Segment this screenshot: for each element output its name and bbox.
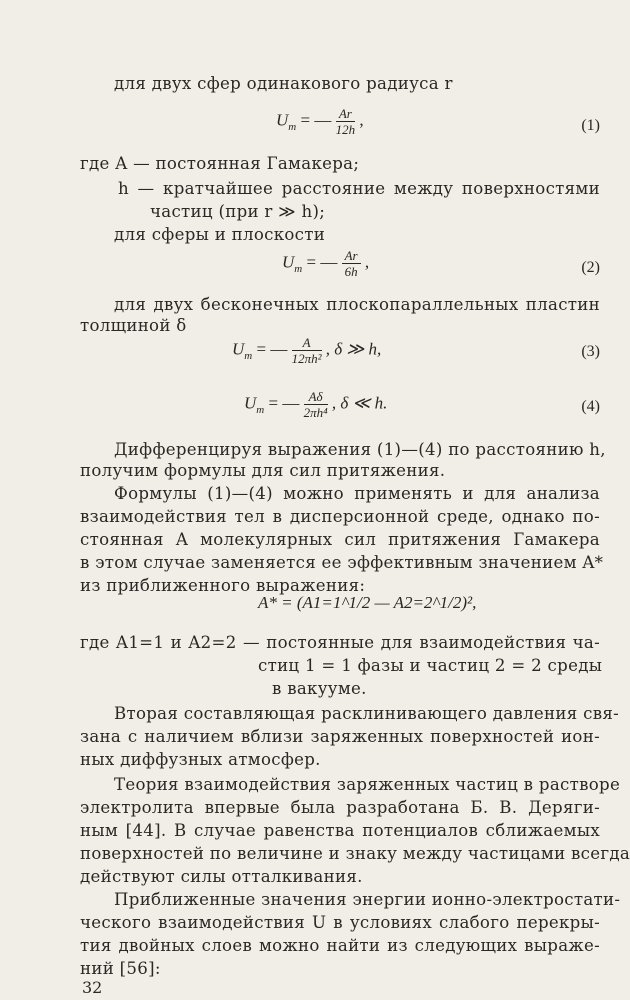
- text-line: для сферы и плоскости: [114, 225, 326, 244]
- denominator: 12πh²: [291, 351, 322, 366]
- formula-tail: , δ ≫ h,: [325, 339, 382, 359]
- text-line: поверхностей по величине и знаку между частицами всегда: [80, 844, 630, 863]
- text-line: h — кратчайшее расстояние между поверхностями: [118, 179, 600, 198]
- equation-number: (2): [581, 259, 600, 276]
- text-line: стоянная A молекулярных сил притяжения Гамакера: [80, 530, 600, 549]
- text-line: в этом случае заменяется ее эффективным значением A*: [80, 553, 604, 572]
- formula-4: $U_m$ = — $\frac{A\delta}{\text{2πh⁴}}$ , δ ≪ h.: [244, 389, 388, 420]
- text-line: ний [56]:: [80, 959, 161, 978]
- numerator: Ar: [336, 106, 356, 122]
- formula-tail: ,: [359, 110, 364, 130]
- text-line: толщиной δ: [80, 316, 187, 335]
- text-line: где A — постоянная Гамакера;: [80, 154, 360, 173]
- equation-number: (1): [581, 117, 600, 134]
- denominator: 12h: [335, 122, 356, 137]
- text-line: тия двойных слоев можно найти из следующих выраже-: [80, 936, 600, 955]
- denominator: 6h: [344, 264, 358, 279]
- text-line: ным [44]. В случае равенства потенциалов сближаемых: [80, 821, 600, 840]
- text-line: электролита впервые была разработана Б. В. Деряги-: [80, 798, 600, 817]
- text-line: Вторая составляющая расклинивающего давления свя-: [114, 704, 620, 723]
- fraction: [292, 335, 322, 366]
- text-line: взаимодействия тел в дисперсионной среде, однако по-: [80, 507, 600, 526]
- formula-2: $U_m$ = — $\frac{Ar}{6h}$ ,: [282, 248, 370, 279]
- text-line: зана с наличием вблизи заряженных поверхностей ион-: [80, 727, 600, 746]
- text-line: где A1=1 и A2=2 — постоянные для взаимодействия ча-: [80, 633, 600, 652]
- fraction: [342, 248, 361, 279]
- numerator: A: [292, 335, 322, 351]
- text-line: ных диффузных атмосфер.: [80, 750, 321, 769]
- formula-tail: , δ ≪ h.: [331, 393, 388, 413]
- numerator: Ar: [342, 248, 361, 264]
- text-line: действуют силы отталкивания.: [80, 867, 363, 886]
- text-line: для двух бесконечных плоскопараллельных пластин: [114, 295, 600, 314]
- text-line: для двух сфер одинакового радиуса r: [114, 74, 453, 93]
- equation-number: (3): [581, 343, 600, 360]
- text-line: Теория взаимодействия заряженных частиц в растворе: [114, 775, 621, 794]
- formula-3: $U_m$ = — $\frac{A}{\text{12πh²}}$ , δ ≫ h,: [232, 335, 382, 366]
- formula-5: A* = (A1=1^1/2 — A2=2^1/2)²,: [258, 593, 477, 612]
- text-line: из приближенного выражения:: [80, 576, 366, 595]
- text-line: получим формулы для сил притяжения.: [80, 461, 446, 480]
- fraction: [336, 106, 356, 137]
- fraction: [304, 389, 328, 420]
- denominator: 2πh⁴: [303, 405, 328, 420]
- text-line: Формулы (1)—(4) можно применять и для анализа: [114, 484, 600, 503]
- text-line: в вакууме.: [272, 679, 367, 698]
- text-line: Приближенные значения энергии ионно-электростати-: [114, 890, 621, 909]
- numerator: Aδ: [304, 389, 328, 405]
- formula-tail: ,: [364, 252, 370, 272]
- equation-number: (4): [581, 398, 600, 415]
- page-number: 32: [82, 978, 103, 997]
- text-line: ческого взаимодействия U в условиях слабого перекры-: [80, 913, 600, 932]
- text-line: стиц 1 = 1 фазы и частиц 2 = 2 среды: [258, 656, 603, 675]
- text-line: частиц (при r ≫ h);: [150, 202, 326, 221]
- formula-1: $U_m$ = — $\frac{Ar}{12h}$ ,: [276, 106, 364, 137]
- text-line: Дифференцируя выражения (1)—(4) по расстоянию h,: [114, 440, 606, 459]
